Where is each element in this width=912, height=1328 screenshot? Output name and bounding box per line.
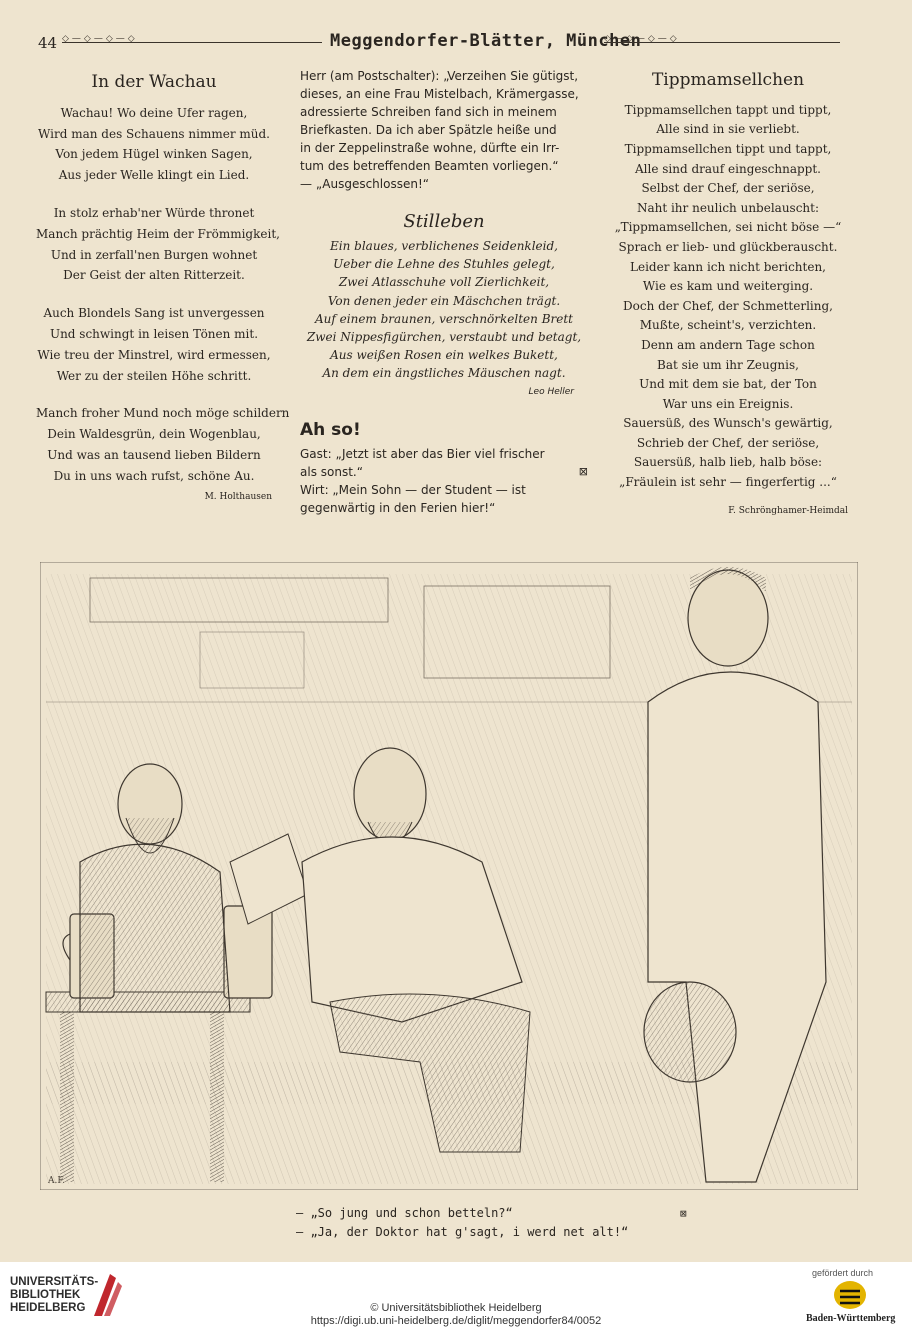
anecdote-herr: [300, 67, 588, 193]
poem-line: Sprach er lieb- und glückberauscht.: [618, 239, 838, 254]
poem-line: Selbst der Chef, der seriöse,: [641, 181, 815, 196]
anecdote-line: Briefkasten. Da ich aber Spätzle heiße und: [300, 123, 557, 137]
poem-stilleben: [300, 237, 588, 401]
poem-line: Manch prächtig Heim der Frömmigkeit,: [36, 226, 280, 241]
footer-bar: [0, 1262, 912, 1328]
poem-line: Wie treu der Minstrel, wird ermessen,: [37, 347, 271, 362]
poem-line: Zwei Atlasschuhe voll Zierlichkeit,: [338, 275, 550, 290]
anecdote-line: tum des betreffenden Beamten vorliegen.“: [300, 159, 559, 173]
header-ornament-right: [604, 42, 840, 44]
table-leg: [210, 1012, 224, 1182]
box-glyph-icon: ⊠: [578, 464, 588, 478]
poem-line: Zwei Nippesfigürchen, verstaubt und betagt,: [306, 330, 582, 345]
poem-line: Von denen jeder ein Mäschchen trägt.: [327, 293, 561, 308]
middle-column: [300, 67, 588, 517]
poem-line: Ueber die Lehne des Stuhles gelegt,: [333, 257, 555, 272]
anecdote-line: [300, 463, 588, 481]
poem-stanza: [36, 303, 272, 386]
funder-name: Baden-Württemberg: [806, 1313, 896, 1324]
baden-wuerttemberg-emblem-icon: [830, 1279, 870, 1311]
caption-line: — „Ja, der Doktor hat g'sagt, i werd net alt!“: [296, 1225, 629, 1239]
poem-line: Ein blaues, verblichenes Seidenkleid,: [330, 239, 558, 253]
poem-line: Und schwingt in leisen Tönen mit.: [49, 326, 259, 341]
logo-line: UNIVERSITÄTS-: [10, 1276, 99, 1288]
poem-line: Alle sind in sie verliebt.: [656, 122, 800, 137]
poem-line: In stolz erhab'ner Würde thronet: [53, 205, 255, 220]
anecdote-ahso: [300, 445, 588, 517]
anecdote-line: gegenwärtig in den Ferien hier!“: [300, 500, 496, 515]
anecdote-line: in der Zeppelinstraße wohne, dürfte ein Irr-: [300, 141, 560, 155]
poem-tippmamsellchen-author: F. Schrönghamer-Heimdal: [728, 505, 848, 516]
anecdote-ahso-title: Ah so!: [300, 419, 361, 440]
anecdote-line: dieses, an eine Frau Mistelbach, Krämergasse,: [300, 87, 579, 101]
caption-line-text: — „So jung und schon betteln?“: [296, 1206, 513, 1220]
poem-line: Sauersüß, halb lieb, halb böse:: [633, 455, 823, 470]
anecdote-line: Wirt: „Mein Sohn — der Student — ist: [300, 482, 526, 497]
journal-title: Meggendorfer-Blätter, München: [330, 31, 642, 51]
page-number: 44: [38, 34, 58, 52]
anecdote-line: adressierte Schreiben fand sich in meinem: [300, 105, 557, 119]
source-url-link[interactable]: https://digi.ub.uni-heidelberg.de/diglit/meggendorfer84/0052: [310, 1315, 602, 1327]
logo-line: HEIDELBERG: [10, 1302, 86, 1314]
poem-line: Sauersüß, des Wunsch's gewärtig,: [623, 416, 833, 431]
poem-line: Naht ihr neulich unbelauscht:: [636, 200, 820, 215]
poem-tippmamsellchen-title: Tippmamsellchen: [651, 70, 805, 90]
poem-stanza: [36, 203, 280, 286]
caption-line: [296, 1204, 687, 1223]
poem-line: Und was an tausend lieben Bildern: [47, 447, 261, 462]
illustration-signature: A.F.: [48, 1176, 66, 1186]
poem-line: Und mit dem sie bat, der Ton: [639, 377, 817, 392]
poem-line: Aus jeder Welle klingt ein Lied.: [58, 168, 250, 183]
poem-line: Tippmamsellchen tappt und tippt,: [624, 102, 832, 117]
poem-stilleben-title: Stilleben: [403, 211, 485, 232]
poem-line: Auch Blondels Sang ist unvergessen: [43, 306, 265, 321]
poem-line: Du in uns wach rufst, schöne Au.: [53, 468, 255, 483]
poem-line: Alle sind drauf eingeschnappt.: [635, 161, 821, 176]
poem-line: Aus weißen Rosen ein welkes Bukett,: [330, 348, 558, 363]
poem-line: Der Geist der alten Ritterzeit.: [63, 268, 245, 283]
poem-line: Und in zerfall'nen Burgen wohnet: [50, 247, 258, 262]
poem-line: „Tippmamsellchen, sei nicht böse —“: [614, 220, 842, 235]
anecdote-line: Herr (am Postschalter): „Verzeihen Sie gütigst,: [300, 69, 579, 83]
anecdote-line-text: als sonst.“: [300, 464, 363, 479]
poem-line: Wachau! Wo deine Ufer ragen,: [60, 105, 248, 120]
hat-icon: [644, 982, 736, 1082]
illustration-tavern-scene: [40, 562, 858, 1190]
poem-line: Von jedem Hügel winken Sagen,: [55, 147, 253, 162]
poem-line: Tippmamsellchen tippt und tappt,: [624, 141, 832, 156]
poem-line: Wer zu der steilen Höhe schritt.: [56, 368, 252, 383]
box-glyph-icon: ⊠: [679, 1207, 687, 1220]
poem-line: Denn am andern Tage schon: [641, 337, 815, 352]
anecdote-line: Gast: „Jetzt ist aber das Bier viel frischer: [300, 446, 545, 461]
poem-stanza: [36, 403, 290, 486]
poem-line: Bat sie um ihr Zeugnis,: [657, 357, 799, 372]
poem-stanza: [36, 103, 272, 186]
anecdote-line: — „Ausgeschlossen!“: [300, 177, 429, 191]
poem-line: „Fräulein ist sehr — fingerfertig ...“: [619, 475, 837, 490]
poem-wachau: [36, 72, 290, 507]
poem-line: War uns ein Ereignis.: [662, 396, 794, 411]
header-ornament-left: [62, 42, 322, 44]
poem-line: Wird man des Schauens nimmer müd.: [38, 126, 270, 141]
funded-by-label: gefördert durch: [812, 1268, 874, 1278]
poem-wachau-title: In der Wachau: [91, 72, 217, 92]
poem-line: Dein Waldesgrün, dein Wogenblau,: [47, 427, 261, 442]
copyright-text: © Universitätsbibliothek Heidelberg: [370, 1302, 542, 1314]
illustration-caption: [296, 1204, 687, 1242]
poem-line: Wie es kam und weiterging.: [642, 279, 814, 294]
poem-line: An dem ein ängstliches Mäuschen nagt.: [322, 366, 566, 381]
logo-line: BIBLIOTHEK: [10, 1289, 81, 1301]
poem-line: Schrieb der Chef, der seriöse,: [636, 435, 820, 450]
poem-tippmamsellchen: [608, 70, 848, 521]
poem-line: Mußte, scheint's, verzichten.: [639, 318, 817, 333]
table-leg: [60, 1012, 74, 1182]
poem-line: Manch froher Mund noch möge schildern: [36, 406, 290, 421]
page-header: [34, 30, 846, 56]
poem-stanza: [608, 101, 848, 493]
poem-line: Auf einem braunen, verschnörkelten Brett: [315, 311, 573, 326]
poem-line: Doch der Chef, der Schmetterling,: [623, 298, 833, 313]
poem-line: Leider kann ich nicht berichten,: [630, 259, 826, 274]
poem-stilleben-author: Leo Heller: [528, 386, 574, 397]
poem-wachau-author: M. Holthausen: [204, 491, 272, 502]
